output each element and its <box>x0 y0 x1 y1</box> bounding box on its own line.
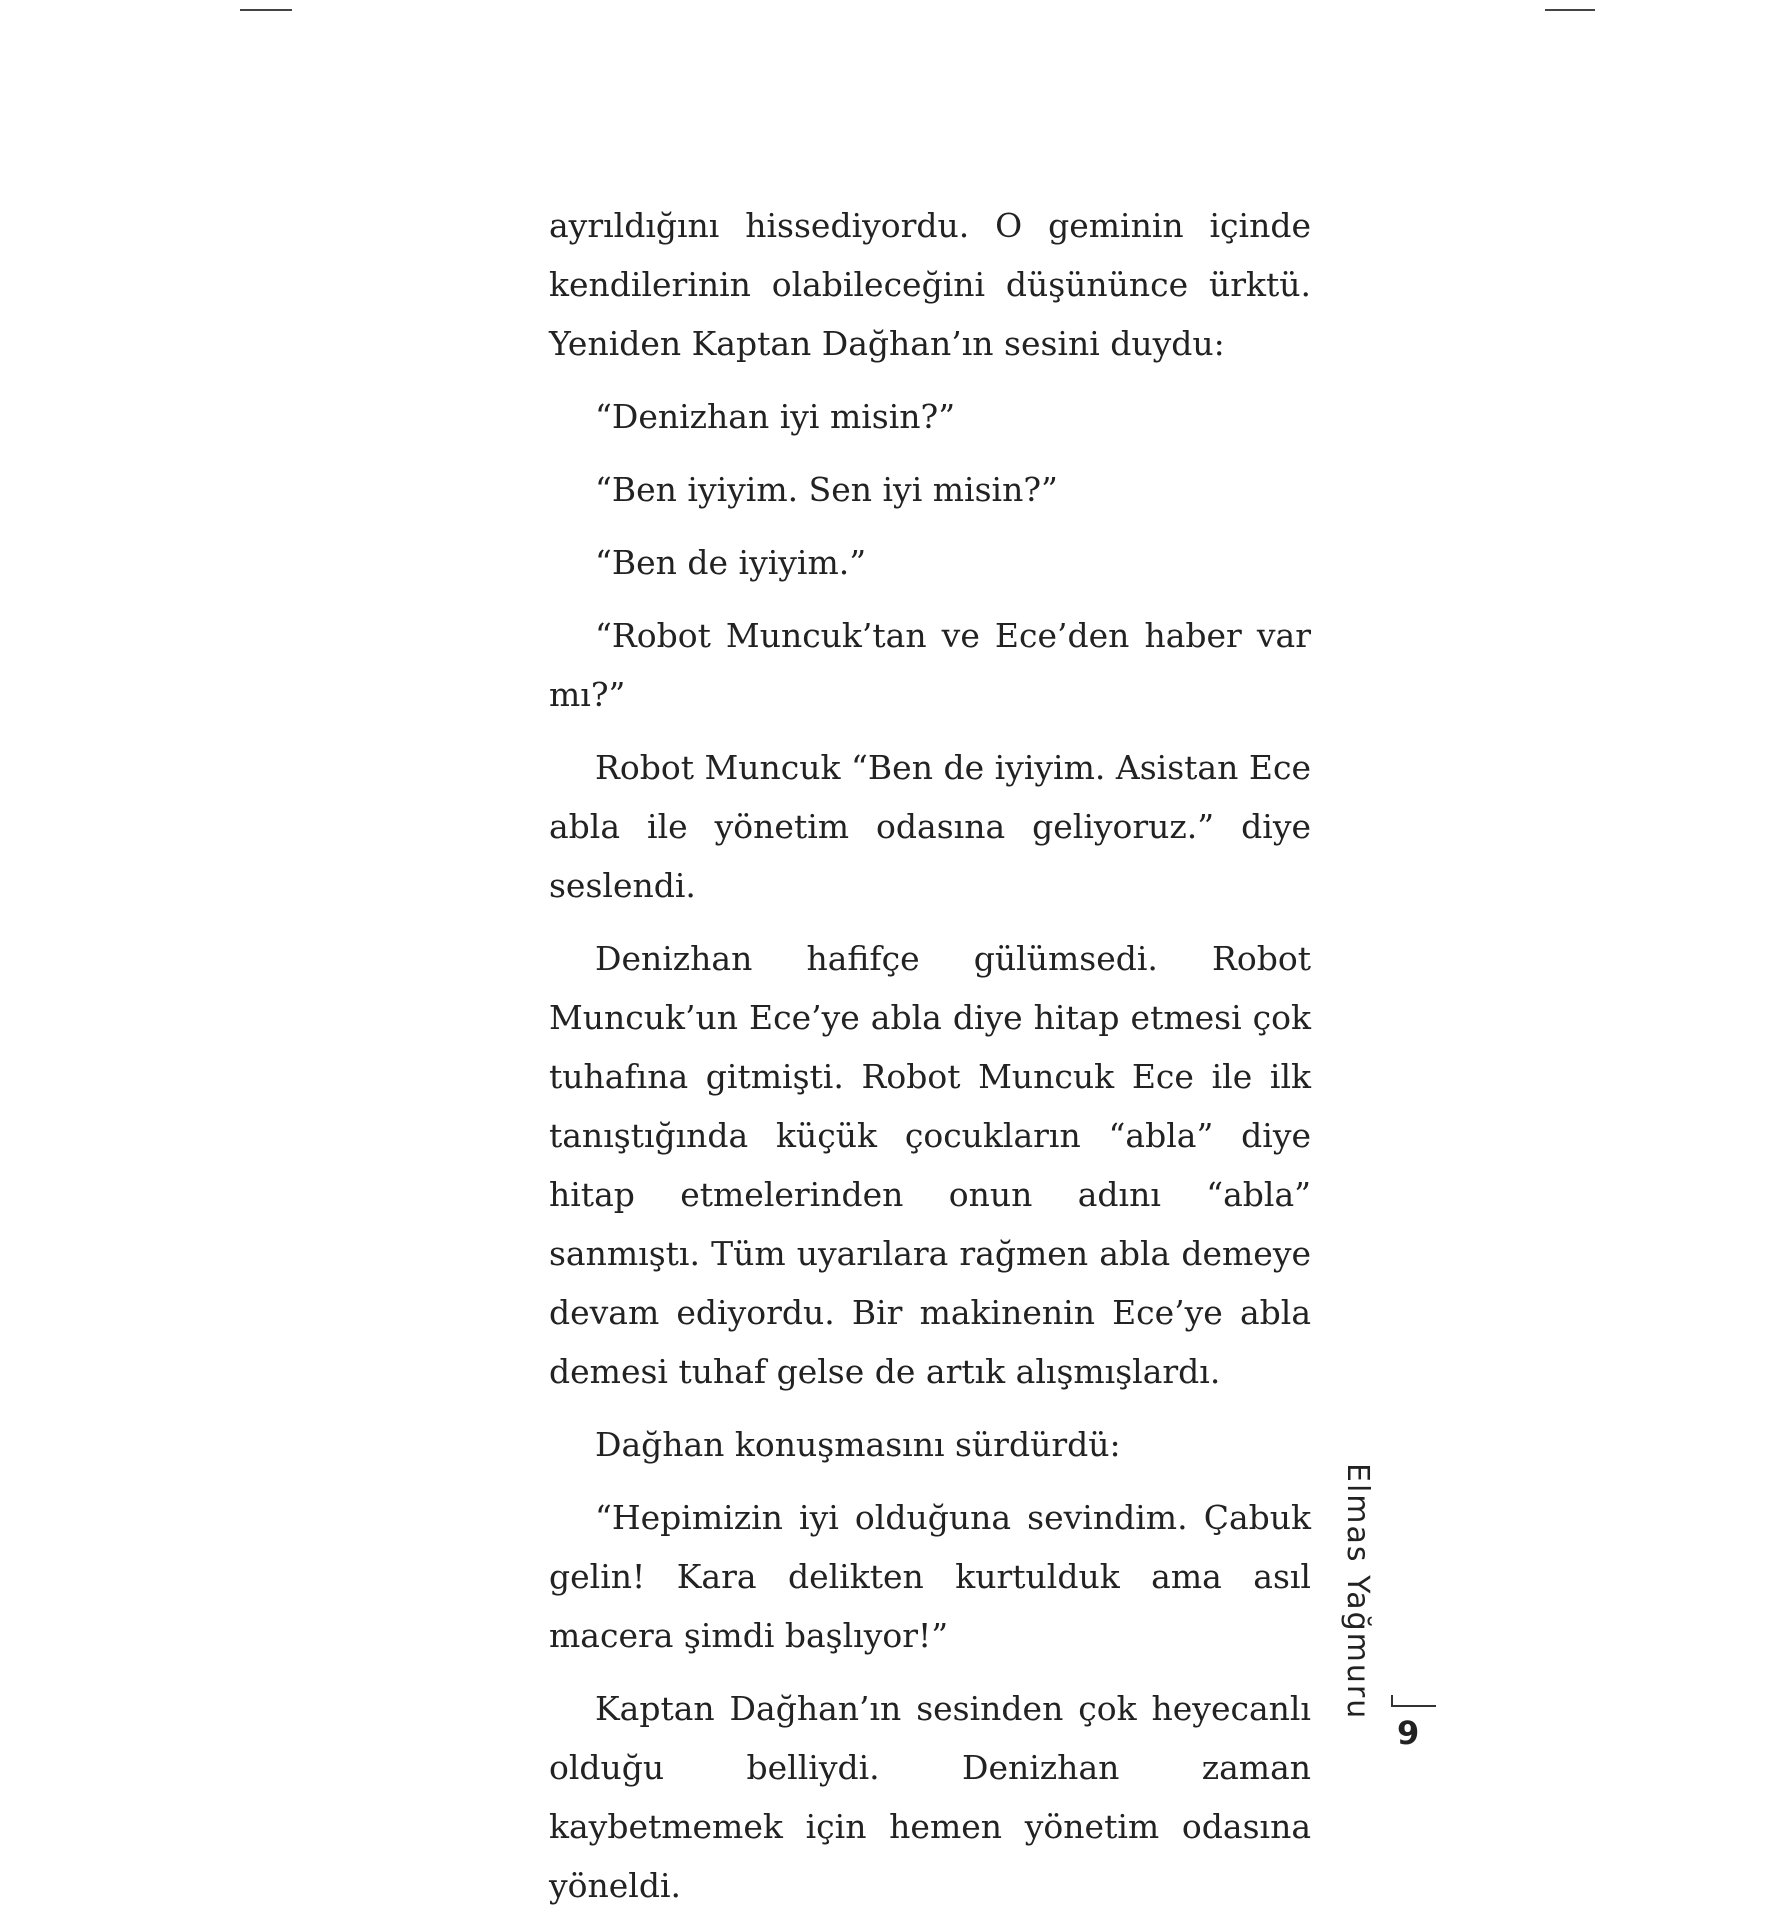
paragraph-9: “Hepimizin iyi olduğuna sevindim. Çabuk gelin! Kara delikten kurtulduk ama asıl macera şimdi başlıyor!” <box>549 1498 1311 1655</box>
page-number: 9 <box>1397 1714 1420 1752</box>
folio-divider <box>1392 1705 1436 1707</box>
paragraph-10: Kaptan Dağhan’ın sesinden çok heyecanlı olduğu belliydi. Denizhan zaman kaybetmemek için hemen yönetim odasına yöneldi. <box>549 1689 1311 1905</box>
body-text <box>549 196 1311 1929</box>
running-title: Elmas Yağmuru <box>1340 1463 1375 1721</box>
paragraph-6: Robot Muncuk “Ben de iyiyim. Asistan Ece abla ile yönetim odasına geliyoruz.” diye seslendi. <box>549 748 1311 905</box>
paragraph-2: “Denizhan iyi misin?” <box>595 397 956 436</box>
crop-mark-left <box>240 9 292 11</box>
paragraph-7: Denizhan hafifçe gülümsedi. Robot Muncuk’un Ece’ye abla diye hitap etmesi çok tuhafına gitmişti. Robot Muncuk Ece ile ilk tanıştığında küçük çocukların “abla” diye hitap etmelerinden onun adını “abla” sanmıştı. Tüm uyarılara rağmen abla demeye devam ediyordu. Bir makinenin Ece’ye abla demesi tuhaf gelse de artık alışmışlardı. <box>549 939 1311 1391</box>
crop-mark-right <box>1545 9 1595 11</box>
paragraph-8: Dağhan konuşmasını sürdürdü: <box>595 1425 1121 1464</box>
paragraph-1: ayrıldığını hissediyordu. O geminin içinde kendilerinin olabileceğini düşününce ürktü. Yeniden Kaptan Dağhan’ın sesini duydu: <box>549 206 1311 363</box>
paragraph-4: “Ben de iyiyim.” <box>595 543 867 582</box>
paragraph-5: “Robot Muncuk’tan ve Ece’den haber var mı?” <box>549 616 1311 714</box>
paragraph-3: “Ben iyiyim. Sen iyi misin?” <box>595 470 1058 509</box>
